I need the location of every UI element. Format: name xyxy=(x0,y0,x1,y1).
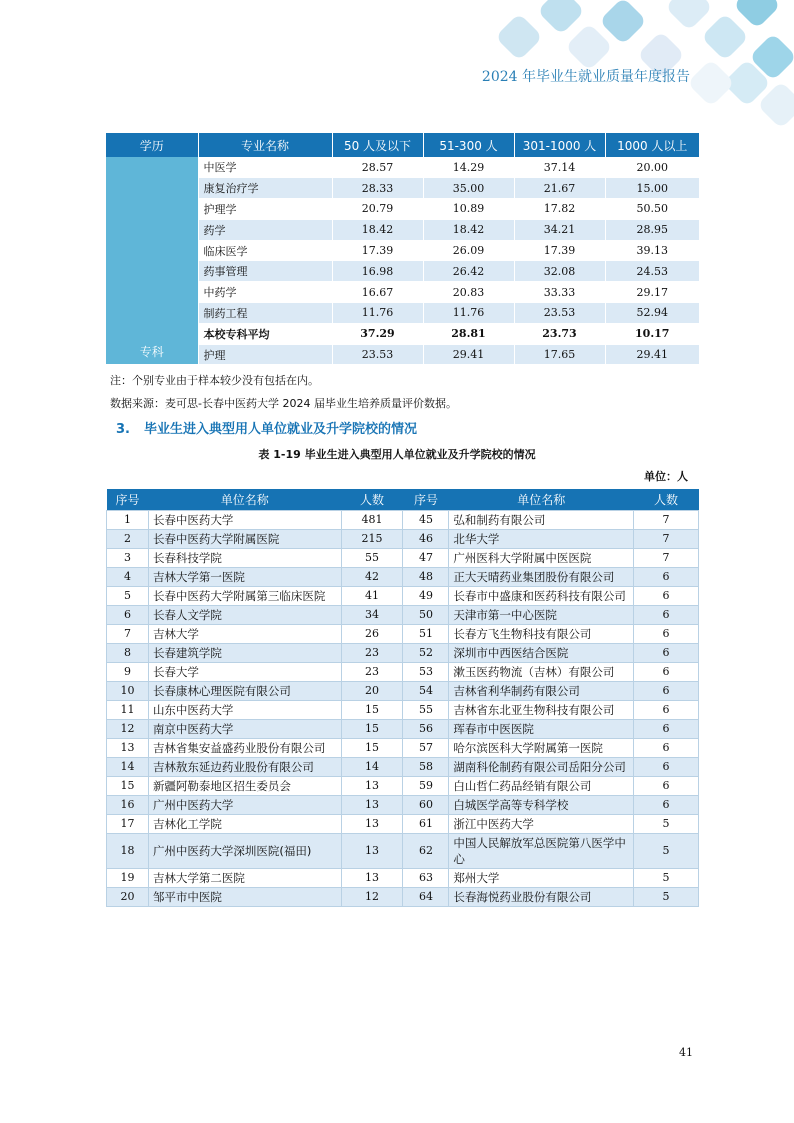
seq-cell: 58 xyxy=(403,757,449,776)
seq-cell: 51 xyxy=(403,624,449,643)
table-row xyxy=(107,548,699,567)
unit-name-cell: 吉林省东北亚生物科技有限公司 xyxy=(449,700,634,719)
section-title: 毕业生进入典型用人单位就业及升学院校的情况 xyxy=(143,422,417,437)
seq-cell: 12 xyxy=(107,719,149,738)
unit-name-cell: 正大天晴药业集团股份有限公司 xyxy=(449,567,634,586)
seq-cell: 19 xyxy=(107,868,149,887)
unit-name-cell: 天津市第一中心医院 xyxy=(449,605,634,624)
major-cell: 康复治疗学 xyxy=(198,178,332,199)
seq-cell: 55 xyxy=(403,700,449,719)
header-size-1000: 301-1000 人 xyxy=(514,133,605,157)
unit-name-cell: 南京中医药大学 xyxy=(148,719,341,738)
value-cell: 10.17 xyxy=(605,323,699,344)
seq-cell: 5 xyxy=(107,586,149,605)
table-row xyxy=(107,700,699,719)
header-seq-left: 序号 xyxy=(107,489,149,510)
value-cell: 18.42 xyxy=(332,219,423,240)
unit-name-cell: 长春方飞生物科技有限公司 xyxy=(449,624,634,643)
seq-cell: 63 xyxy=(403,868,449,887)
report-header-title: 2024 年毕业生就业质量年度报告 xyxy=(481,69,690,85)
count-cell: 15 xyxy=(341,719,403,738)
count-cell: 481 xyxy=(341,510,403,529)
count-cell: 5 xyxy=(634,887,699,906)
table-row xyxy=(107,757,699,776)
value-cell: 10.89 xyxy=(423,199,514,220)
value-cell: 20.79 xyxy=(332,199,423,220)
unit-name-cell: 长春中医药大学 xyxy=(148,510,341,529)
header-education: 学历 xyxy=(106,133,198,157)
value-cell: 29.41 xyxy=(423,344,514,365)
major-cell: 中药学 xyxy=(198,282,332,303)
value-cell: 28.57 xyxy=(332,157,423,178)
table-header-row xyxy=(106,133,699,157)
unit-name-cell: 吉林大学 xyxy=(148,624,341,643)
count-cell: 55 xyxy=(341,548,403,567)
header-count-right: 人数 xyxy=(634,489,699,510)
value-cell: 20.00 xyxy=(605,157,699,178)
value-cell: 18.42 xyxy=(423,219,514,240)
count-cell: 26 xyxy=(341,624,403,643)
seq-cell: 1 xyxy=(107,510,149,529)
unit-name-cell: 弘和制药有限公司 xyxy=(449,510,634,529)
seq-cell: 10 xyxy=(107,681,149,700)
seq-cell: 15 xyxy=(107,776,149,795)
seq-cell: 46 xyxy=(403,529,449,548)
unit-name-cell: 吉林敖东延边药业股份有限公司 xyxy=(148,757,341,776)
major-cell: 药事管理 xyxy=(198,261,332,282)
table-row xyxy=(107,681,699,700)
header-seq-right: 序号 xyxy=(403,489,449,510)
value-cell: 16.98 xyxy=(332,261,423,282)
table-row xyxy=(107,662,699,681)
major-cell: 制药工程 xyxy=(198,303,332,324)
seq-cell: 14 xyxy=(107,757,149,776)
count-cell: 23 xyxy=(341,662,403,681)
value-cell: 26.42 xyxy=(423,261,514,282)
count-cell: 23 xyxy=(341,643,403,662)
section-heading xyxy=(116,418,431,437)
seq-cell: 57 xyxy=(403,738,449,757)
header-unit-left: 单位名称 xyxy=(148,489,341,510)
seq-cell: 9 xyxy=(107,662,149,681)
unit-name-cell: 吉林大学第二医院 xyxy=(148,868,341,887)
table-row xyxy=(107,586,699,605)
count-cell: 6 xyxy=(634,681,699,700)
value-cell: 16.67 xyxy=(332,282,423,303)
count-cell: 6 xyxy=(634,605,699,624)
table-row xyxy=(107,567,699,586)
table-row xyxy=(107,719,699,738)
value-cell: 28.95 xyxy=(605,219,699,240)
count-cell: 42 xyxy=(341,567,403,586)
value-cell: 14.29 xyxy=(423,157,514,178)
table-row xyxy=(107,833,699,868)
unit-name-cell: 长春建筑学院 xyxy=(148,643,341,662)
seq-cell: 7 xyxy=(107,624,149,643)
count-cell: 5 xyxy=(634,833,699,868)
count-cell: 20 xyxy=(341,681,403,700)
seq-cell: 48 xyxy=(403,567,449,586)
seq-cell: 53 xyxy=(403,662,449,681)
count-cell: 13 xyxy=(341,776,403,795)
unit-name-cell: 吉林大学第一医院 xyxy=(148,567,341,586)
seq-cell: 3 xyxy=(107,548,149,567)
count-cell: 6 xyxy=(634,567,699,586)
count-cell: 6 xyxy=(634,776,699,795)
unit-name-cell: 珲春市中医医院 xyxy=(449,719,634,738)
value-cell: 29.41 xyxy=(605,344,699,365)
seq-cell: 17 xyxy=(107,814,149,833)
major-cell: 临床医学 xyxy=(198,240,332,261)
value-cell: 52.94 xyxy=(605,303,699,324)
value-cell: 11.76 xyxy=(423,303,514,324)
count-cell: 15 xyxy=(341,738,403,757)
unit-name-cell: 长春科技学院 xyxy=(148,548,341,567)
count-cell: 13 xyxy=(341,795,403,814)
seq-cell: 13 xyxy=(107,738,149,757)
major-cell: 药学 xyxy=(198,219,332,240)
unit-name-cell: 吉林省利华制药有限公司 xyxy=(449,681,634,700)
unit-name-cell: 长春中医药大学附属医院 xyxy=(148,529,341,548)
header-size-50: 50 人及以下 xyxy=(332,133,423,157)
value-cell: 17.82 xyxy=(514,199,605,220)
table-row xyxy=(107,643,699,662)
value-cell: 15.00 xyxy=(605,178,699,199)
header-size-1000-plus: 1000 人以上 xyxy=(605,133,699,157)
count-cell: 13 xyxy=(341,814,403,833)
value-cell: 17.39 xyxy=(332,240,423,261)
value-cell: 24.53 xyxy=(605,261,699,282)
unit-name-cell: 长春康林心理医院有限公司 xyxy=(148,681,341,700)
value-cell: 50.50 xyxy=(605,199,699,220)
table-caption: 表 1-19 毕业生进入典型用人单位就业及升学院校的情况 xyxy=(258,448,536,461)
value-cell: 11.76 xyxy=(332,303,423,324)
count-cell: 6 xyxy=(634,700,699,719)
count-cell: 7 xyxy=(634,529,699,548)
seq-cell: 49 xyxy=(403,586,449,605)
employer-table xyxy=(106,489,699,907)
unit-name-cell: 北华大学 xyxy=(449,529,634,548)
unit-name-cell: 浙江中医药大学 xyxy=(449,814,634,833)
value-cell: 23.73 xyxy=(514,323,605,344)
seq-cell: 11 xyxy=(107,700,149,719)
seq-cell: 2 xyxy=(107,529,149,548)
count-cell: 6 xyxy=(634,662,699,681)
header-unit-right: 单位名称 xyxy=(449,489,634,510)
unit-name-cell: 山东中医药大学 xyxy=(148,700,341,719)
count-cell: 6 xyxy=(634,643,699,662)
table-row xyxy=(107,887,699,906)
section-number: 3. xyxy=(116,422,130,437)
seq-cell: 52 xyxy=(403,643,449,662)
table-row xyxy=(106,157,699,178)
count-cell: 14 xyxy=(341,757,403,776)
value-cell: 35.00 xyxy=(423,178,514,199)
seq-cell: 16 xyxy=(107,795,149,814)
value-cell: 28.81 xyxy=(423,323,514,344)
count-cell: 215 xyxy=(341,529,403,548)
table-note: 注：个别专业由于样本较少没有包括在内。 xyxy=(110,374,319,387)
unit-name-cell: 深圳市中西医结合医院 xyxy=(449,643,634,662)
unit-name-cell: 白城医学高等专科学校 xyxy=(449,795,634,814)
unit-label: 单位：人 xyxy=(644,470,688,483)
table-row xyxy=(107,795,699,814)
seq-cell: 18 xyxy=(107,833,149,868)
value-cell: 32.08 xyxy=(514,261,605,282)
seq-cell: 47 xyxy=(403,548,449,567)
seq-cell: 54 xyxy=(403,681,449,700)
count-cell: 34 xyxy=(341,605,403,624)
seq-cell: 61 xyxy=(403,814,449,833)
count-cell: 6 xyxy=(634,719,699,738)
count-cell: 7 xyxy=(634,548,699,567)
table-row xyxy=(107,605,699,624)
major-company-size-table xyxy=(106,133,699,365)
seq-cell: 59 xyxy=(403,776,449,795)
seq-cell: 64 xyxy=(403,887,449,906)
seq-cell: 8 xyxy=(107,643,149,662)
major-cell: 护理学 xyxy=(198,199,332,220)
unit-name-cell: 中国人民解放军总医院第八医学中心 xyxy=(449,833,634,868)
count-cell: 6 xyxy=(634,738,699,757)
count-cell: 13 xyxy=(341,833,403,868)
table-row xyxy=(107,624,699,643)
unit-name-cell: 长春人文学院 xyxy=(148,605,341,624)
count-cell: 13 xyxy=(341,868,403,887)
seq-cell: 4 xyxy=(107,567,149,586)
unit-name-cell: 广州中医药大学 xyxy=(148,795,341,814)
value-cell: 37.14 xyxy=(514,157,605,178)
major-cell: 护理 xyxy=(198,344,332,365)
header-major: 专业名称 xyxy=(198,133,332,157)
unit-name-cell: 哈尔滨医科大学附属第一医院 xyxy=(449,738,634,757)
page-number: 41 xyxy=(679,1046,693,1059)
count-cell: 41 xyxy=(341,586,403,605)
value-cell: 23.53 xyxy=(332,344,423,365)
table-row xyxy=(107,738,699,757)
unit-name-cell: 郑州大学 xyxy=(449,868,634,887)
unit-name-cell: 漱玉医药物流（吉林）有限公司 xyxy=(449,662,634,681)
count-cell: 6 xyxy=(634,624,699,643)
seq-cell: 50 xyxy=(403,605,449,624)
count-cell: 5 xyxy=(634,868,699,887)
value-cell: 20.83 xyxy=(423,282,514,303)
data-source-note: 数据来源：麦可思-长春中医药大学 2024 届毕业生培养质量评价数据。 xyxy=(110,397,457,410)
unit-name-cell: 湖南科伦制药有限公司岳阳分公司 xyxy=(449,757,634,776)
unit-name-cell: 吉林化工学院 xyxy=(148,814,341,833)
value-cell: 23.53 xyxy=(514,303,605,324)
header-count-left: 人数 xyxy=(341,489,403,510)
count-cell: 7 xyxy=(634,510,699,529)
table-row xyxy=(107,529,699,548)
unit-name-cell: 广州中医药大学深圳医院(福田) xyxy=(148,833,341,868)
unit-name-cell: 长春大学 xyxy=(148,662,341,681)
value-cell: 39.13 xyxy=(605,240,699,261)
header-size-300: 51-300 人 xyxy=(423,133,514,157)
table-header-row xyxy=(107,489,699,510)
value-cell: 17.39 xyxy=(514,240,605,261)
seq-cell: 6 xyxy=(107,605,149,624)
value-cell: 33.33 xyxy=(514,282,605,303)
unit-name-cell: 吉林省集安益盛药业股份有限公司 xyxy=(148,738,341,757)
seq-cell: 45 xyxy=(403,510,449,529)
table-row xyxy=(107,868,699,887)
count-cell: 5 xyxy=(634,814,699,833)
seq-cell: 60 xyxy=(403,795,449,814)
unit-name-cell: 白山哲仁药品经销有限公司 xyxy=(449,776,634,795)
value-cell: 21.67 xyxy=(514,178,605,199)
value-cell: 34.21 xyxy=(514,219,605,240)
major-cell: 本校专科平均 xyxy=(198,323,332,344)
table-row xyxy=(107,510,699,529)
unit-name-cell: 长春中医药大学附属第三临床医院 xyxy=(148,586,341,605)
seq-cell: 20 xyxy=(107,887,149,906)
unit-name-cell: 长春海悦药业股份有限公司 xyxy=(449,887,634,906)
count-cell: 15 xyxy=(341,700,403,719)
value-cell: 17.65 xyxy=(514,344,605,365)
seq-cell: 56 xyxy=(403,719,449,738)
unit-name-cell: 长春市中盛康和医药科技有限公司 xyxy=(449,586,634,605)
major-cell: 中医学 xyxy=(198,157,332,178)
unit-name-cell: 广州医科大学附属中医医院 xyxy=(449,548,634,567)
unit-name-cell: 邹平市中医院 xyxy=(148,887,341,906)
count-cell: 6 xyxy=(634,795,699,814)
value-cell: 28.33 xyxy=(332,178,423,199)
value-cell: 26.09 xyxy=(423,240,514,261)
value-cell: 37.29 xyxy=(332,323,423,344)
count-cell: 12 xyxy=(341,887,403,906)
table-row xyxy=(107,814,699,833)
unit-name-cell: 新疆阿勒泰地区招生委员会 xyxy=(148,776,341,795)
education-cell: 专科 xyxy=(106,157,198,365)
seq-cell: 62 xyxy=(403,833,449,868)
table-row xyxy=(107,776,699,795)
count-cell: 6 xyxy=(634,757,699,776)
count-cell: 6 xyxy=(634,586,699,605)
value-cell: 29.17 xyxy=(605,282,699,303)
